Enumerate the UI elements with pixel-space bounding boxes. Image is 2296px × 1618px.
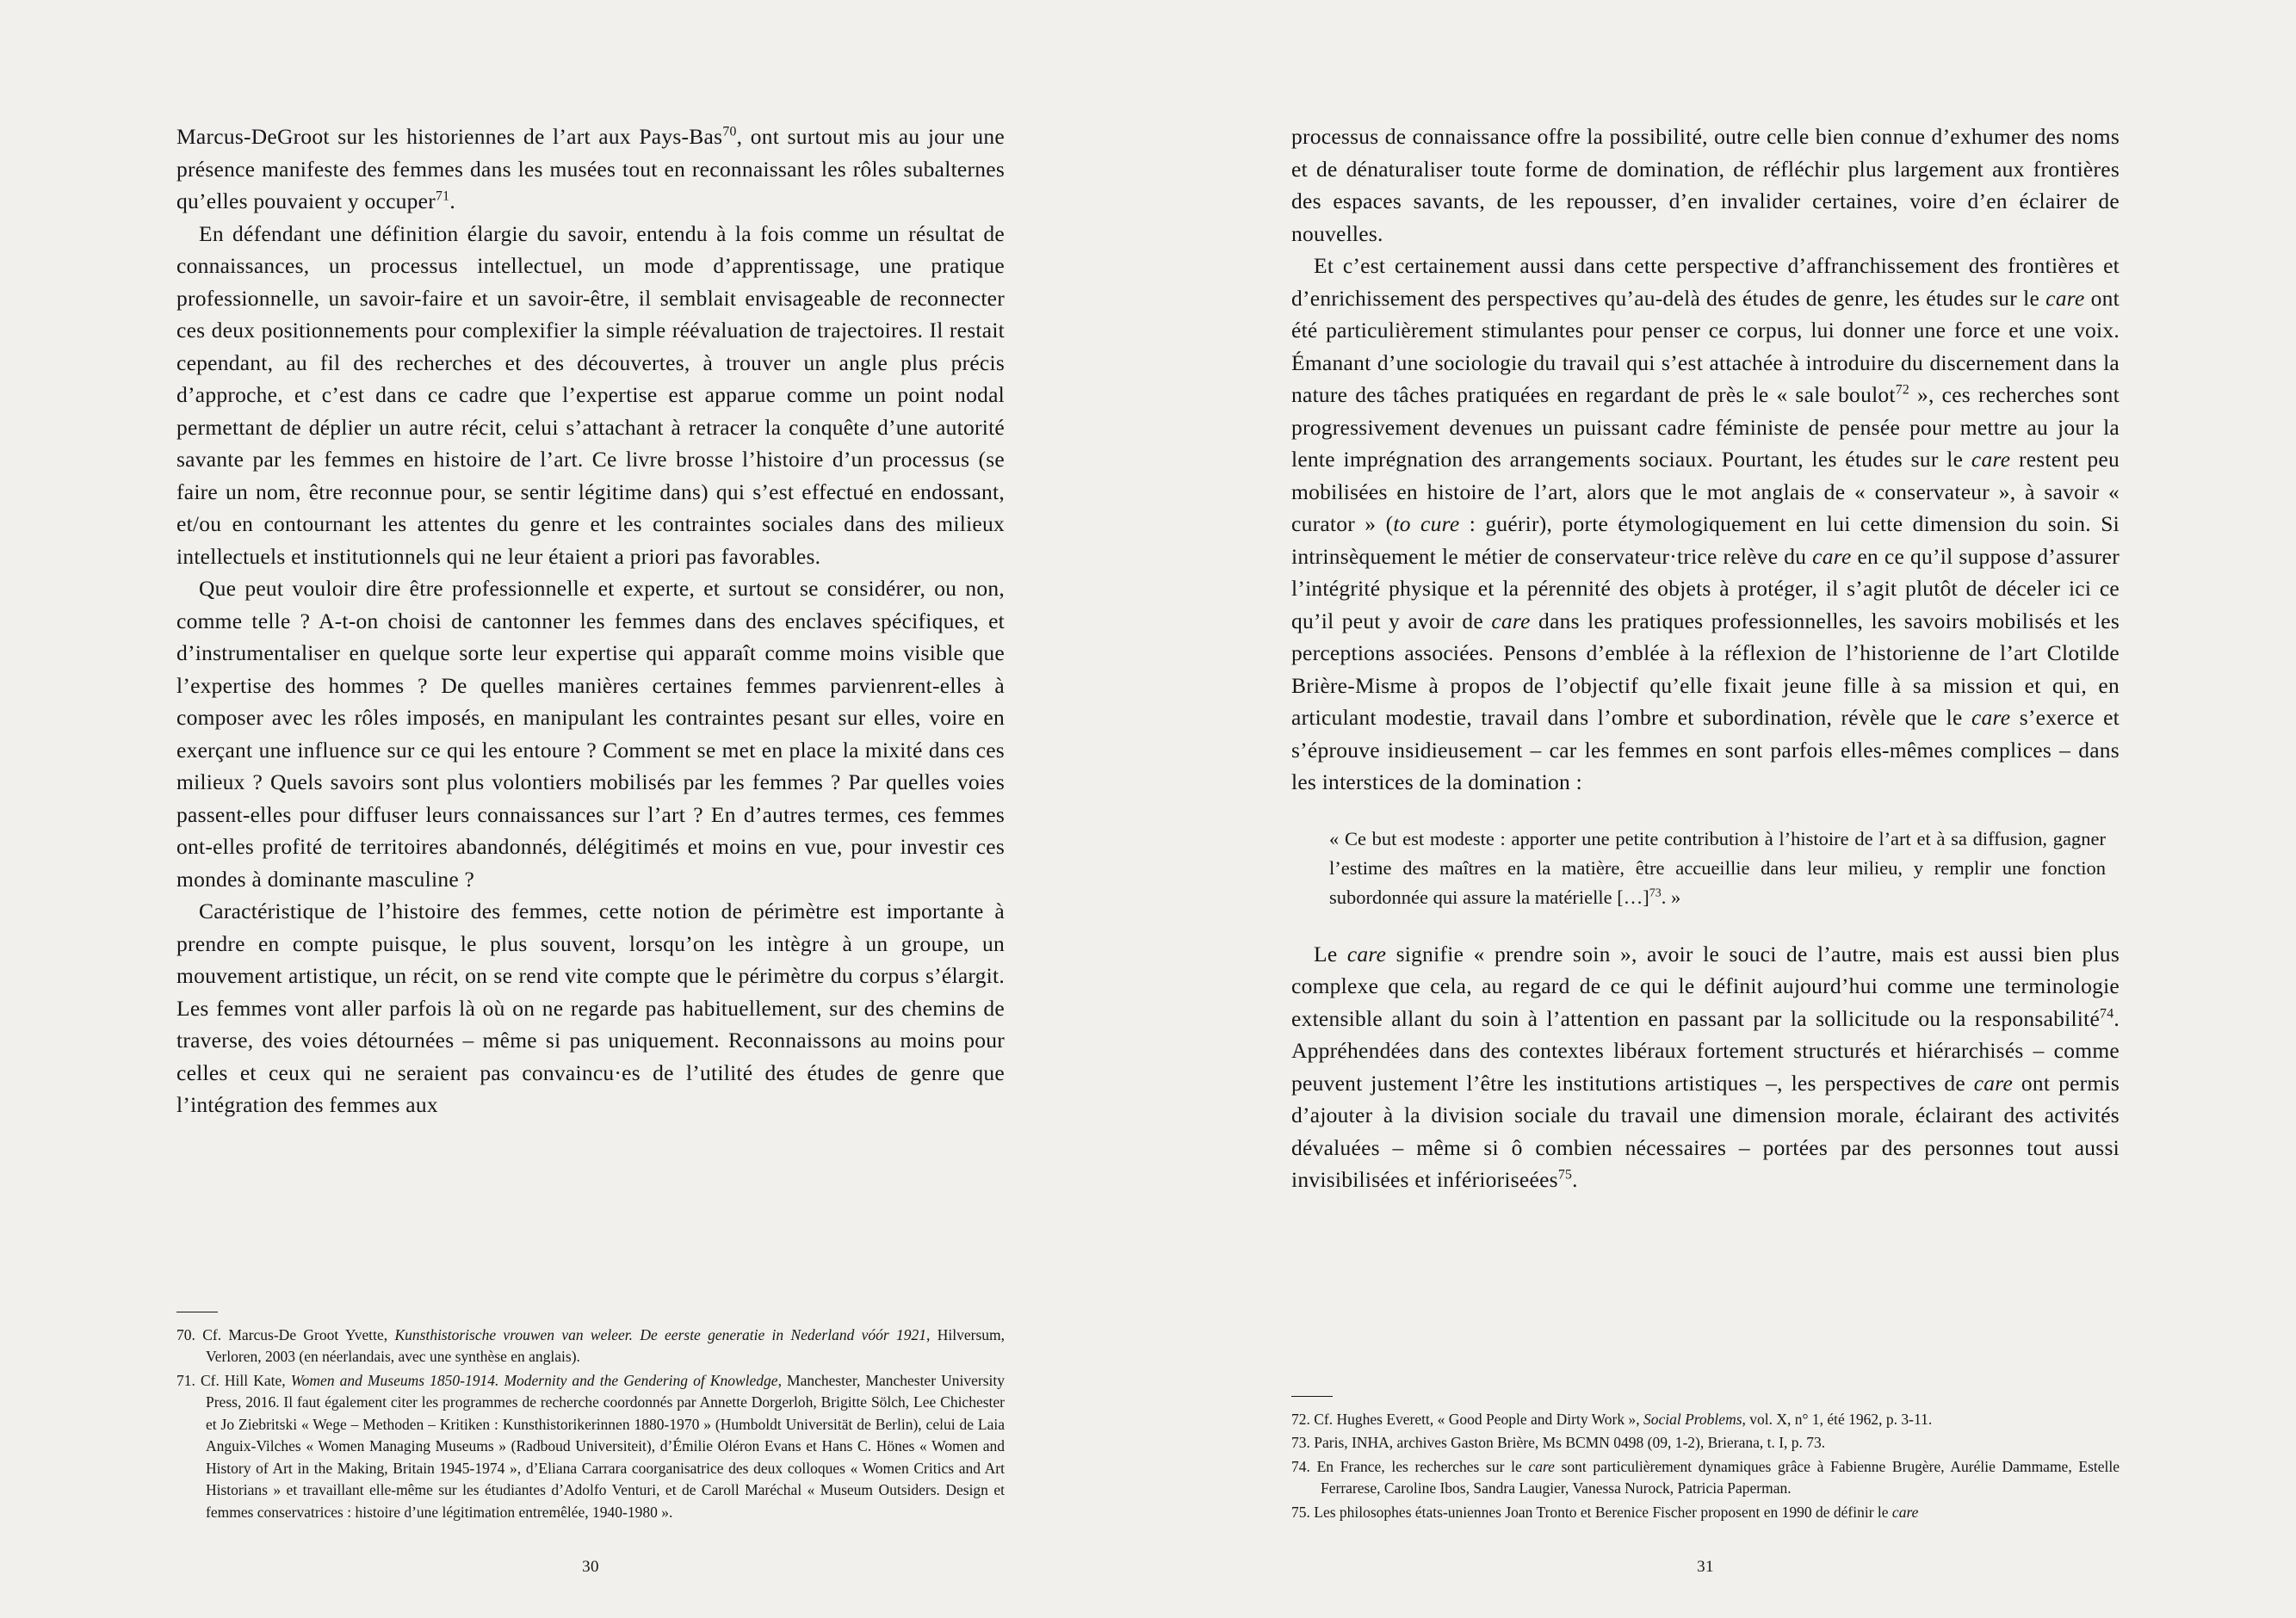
footnote-number: 75. <box>1291 1503 1310 1521</box>
footnote <box>176 1325 1005 1368</box>
paragraph: Marcus-DeGroot sur les historiennes de l’art aux Pays-Bas$^{70}$, ont surtout mis au jour une présence manifeste des femmes dans les musées tout en reconnaissant les rôles subalternes qu’elles pouvaient y occuper$^{71}$. <box>176 124 1005 213</box>
right-page <box>1148 0 2296 1618</box>
footnote-text: Les philosophes états-uniennes Joan Tronto et Berenice Fischer proposent en 1990 de définir le care <box>1314 1503 1919 1521</box>
footnote-text: En France, les recherches sur le care sont particulièrement dynamiques grâce à Fabienne Brugère, Aurélie Dammame, Estelle Ferrarese, Caroline Ibos, Sandra Laugier, Vanessa Nurock, Patricia Paperman. <box>1316 1457 2120 1497</box>
footnote-number: 74. <box>1291 1457 1310 1475</box>
footnote-number: 73. <box>1291 1434 1310 1451</box>
footnote <box>1291 1409 2120 1431</box>
page-number-left: 30 <box>582 1558 599 1576</box>
paragraph: Le care signifie « prendre soin », avoir le souci de l’autre, mais est aussi bien plus complexe que cela, au regard de ce qui le définit aujourd’hui comme une terminologie extensible allant du soin à l’attention en passant par la sollicitude ou la responsabilité$^{74}$. Appréhendées dans des contextes libéraux fortement structurés et hiérarchisés – comme peuvent justement l’être les institutions artistiques –, les perspectives de care ont permis d’ajouter à la division sociale du travail une dimension morale, éclairant des activités dévaluées – même si ô combien nécessaires – portées par des personnes tout aussi invisibilisées et inférioriseées$^{75}$. <box>1291 941 2120 1192</box>
footnote-text: Cf. Marcus-De Groot Yvette, Kunsthistorische vrouwen van weleer. De eerste generatie in Nederland vóór 1921, Hilversum, Verloren, 2003 (en néerlandais, avec une synthèse en anglais). <box>202 1325 1005 1365</box>
block-quote: « Ce but est modeste : apporter une petite contribution à l’histoire de l’art et à sa diffusion, gagner l’estime des maîtres en la matière, être accueillie dans leur milieu, y remplir une fonction subordonnée qui assure la matérielle […]$^{73}$. » <box>1329 827 2106 908</box>
paragraph: Et c’est certainement aussi dans cette perspective d’affranchissement des frontières et d’enrichissement des perspectives qu’au-delà des études de genre, les études sur le care ont été particulièrement stimulantes pour penser ce corpus, lui donner une force et une voix. Émanant d’une sociologie du travail qui s’est attachée à introduire du discernement dans la nature des tâches pratiquées en regardant de près le « sale boulot$^{72}$ », ces recherches sont progressivement devenues un puissant cadre féministe de pensée pour mettre au jour la lente imprégnation des arrangements sociaux. Pourtant, les études sur le care restent peu mobilisées en histoire de l’art, alors que le mot anglais de « conservateur », à savoir « curator » (to cure : guérir), porte étymologiquement en lui cette dimension du soin. Si intrinsèquement le métier de conservateur·trice relève du care en ce qu’il suppose d’assurer l’intégrité physique et la pérennité des objets à protéger, il s’agit plutôt de déceler ici ce qu’il peut y avoir de care dans les pratiques professionnelles, les savoirs mobilisés et les perceptions associées. Pensons d’emblée à la réflexion de l’historienne de l’art Clotilde Brière-Misme à propos de l’objectif qu’elle fixait jeune fille à sa mission et qui, en articulant modestie, travail dans l’ombre et subordination, révèle que le care s’exerce et s’éprouve insidieusement – car les femmes en sont parfois elles-mêmes complices – dans les interstices de la domination : <box>1291 253 2120 794</box>
footnotes-right <box>1291 1396 2120 1526</box>
footnote-rule <box>1291 1396 1333 1397</box>
footnote-number: 71. <box>176 1371 195 1389</box>
right-text-column <box>1291 120 2120 1196</box>
footnote <box>1291 1432 2120 1454</box>
paragraph: Que peut vouloir dire être professionnelle et experte, et surtout se considérer, ou non, comme telle ? A-t-on choisi de cantonner les femmes dans des enclaves spécifiques, et d’instrumentaliser en quelque sorte leur expertise qui apparaît comme moins visible que l’expertise des hommes ? De quelles manières certaines femmes parvienrent-elles à composer avec les rôles imposés, en manipulant les contraintes pesant sur elles, voire en exerçant une influence sur ce qui les entoure ? Comment se met en place la mixité dans ces milieux ? Quels savoirs sont plus volontiers mobilisés par les femmes ? Par quelles voies passent-elles pour diffuser leurs connaissances sur l’art ? En d’autres termes, ces femmes ont-elles profité de territoires abandonnés, délégitimés et moins en vue, pour investir ces mondes à dominante masculine ? <box>176 576 1005 892</box>
footnote-text: Cf. Hill Kate, Women and Museums 1850-1914. Modernity and the Gendering of Knowledge, Manchester, Manchester University Press, 2016. Il faut également citer les programmes de recherche coordonnés par Annette Dorgerloh, Brigitte Sölch, Lee Chichester et Jo Ziebritski « Wege – Methoden – Kritiken : Kunsthistorikerinnen 1880-1970 » (Humboldt Universität de Berlin), celui de Laia Anguix-Vilches « Women Managing Museums » (Radboud Universiteit), d’Émilie Oléron Evans et Hans C. Hönes « Women and History of Art in the Making, Britain 1945-1974 », d’Eliana Carrara coorganisatrice des deux colloques « Women Critics and Art Historians » et travaillant elle-même sur les étudiantes d’Adolfo Venturi, et de Caroll Maréchal « Museum Outsiders. Design et femmes conservatrices : histoire d’une légitimation entremêlée, 1940-1980 ». <box>200 1371 1005 1521</box>
footnote-text: Paris, INHA, archives Gaston Brière, Ms BCMN 0498 (09, 1-2), Brierana, t. I, p. 73. <box>1314 1434 1826 1451</box>
footnote <box>1291 1502 2120 1524</box>
footnotes-left <box>176 1312 1005 1526</box>
left-text-column <box>176 120 1005 1121</box>
paragraph: En défendant une définition élargie du savoir, entendu à la fois comme un résultat de connaissances, un processus intellectuel, un mode d’apprentissage, une pratique professionnelle, un savoir-faire et un savoir-être, il semblait envisageable de reconnecter ces deux positionnements pour complexifier la simple réévaluation de trajectoires. Il restait cependant, au fil des recherches et des découvertes, à trouver un angle plus précis d’approche, et c’est dans ce cadre que l’expertise est apparue comme un point nodal permettant de déplier un autre récit, celui s’attachant à retracer la conquête d’une autorité savante par les femmes en histoire de l’art. Ce livre brosse l’histoire d’un processus (se faire un nom, être reconnue pour, se sentir légitime dans) qui s’est effectué en endossant, et/ou en contournant les attentes du genre et les contraintes sociales dans des milieux intellectuels et institutionnels qui ne leur étaient a priori pas favorables. <box>176 220 1005 569</box>
paragraph: Caractéristique de l’histoire des femmes, cette notion de périmètre est importante à prendre en compte puisque, le plus souvent, lorsqu’on les intègre à un groupe, un mouvement artistique, un récit, on se rend vite compte que le périmètre du corpus s’élargit. Les femmes vont aller parfois là où on ne regarde pas habituellement, sur des chemins de traverse, des voies détournées – même si pas uniquement. Reconnaissons au moins pour celles et ceux qui ne seraient pas convaincu·es de l’utilité des études de genre que l’intégration des femmes aux <box>176 899 1005 1117</box>
footnote-number: 72. <box>1291 1410 1310 1428</box>
footnote-text: Cf. Hughes Everett, « Good People and Dirty Work », Social Problems, vol. X, n° 1, été 1962, p. 3-11. <box>1314 1410 1933 1428</box>
paragraph: processus de connaissance offre la possibilité, outre celle bien connue d’exhumer des noms et de dénaturaliser toute forme de domination, de réfléchir plus largement aux frontières des espaces savants, de les repousser, d’en invalider certaines, voire d’en éclairer de nouvelles. <box>1291 124 2120 246</box>
footnote-number: 70. <box>176 1325 195 1343</box>
footnote <box>176 1370 1005 1524</box>
page-number-right: 31 <box>1697 1558 1714 1576</box>
footnote <box>1291 1456 2120 1500</box>
